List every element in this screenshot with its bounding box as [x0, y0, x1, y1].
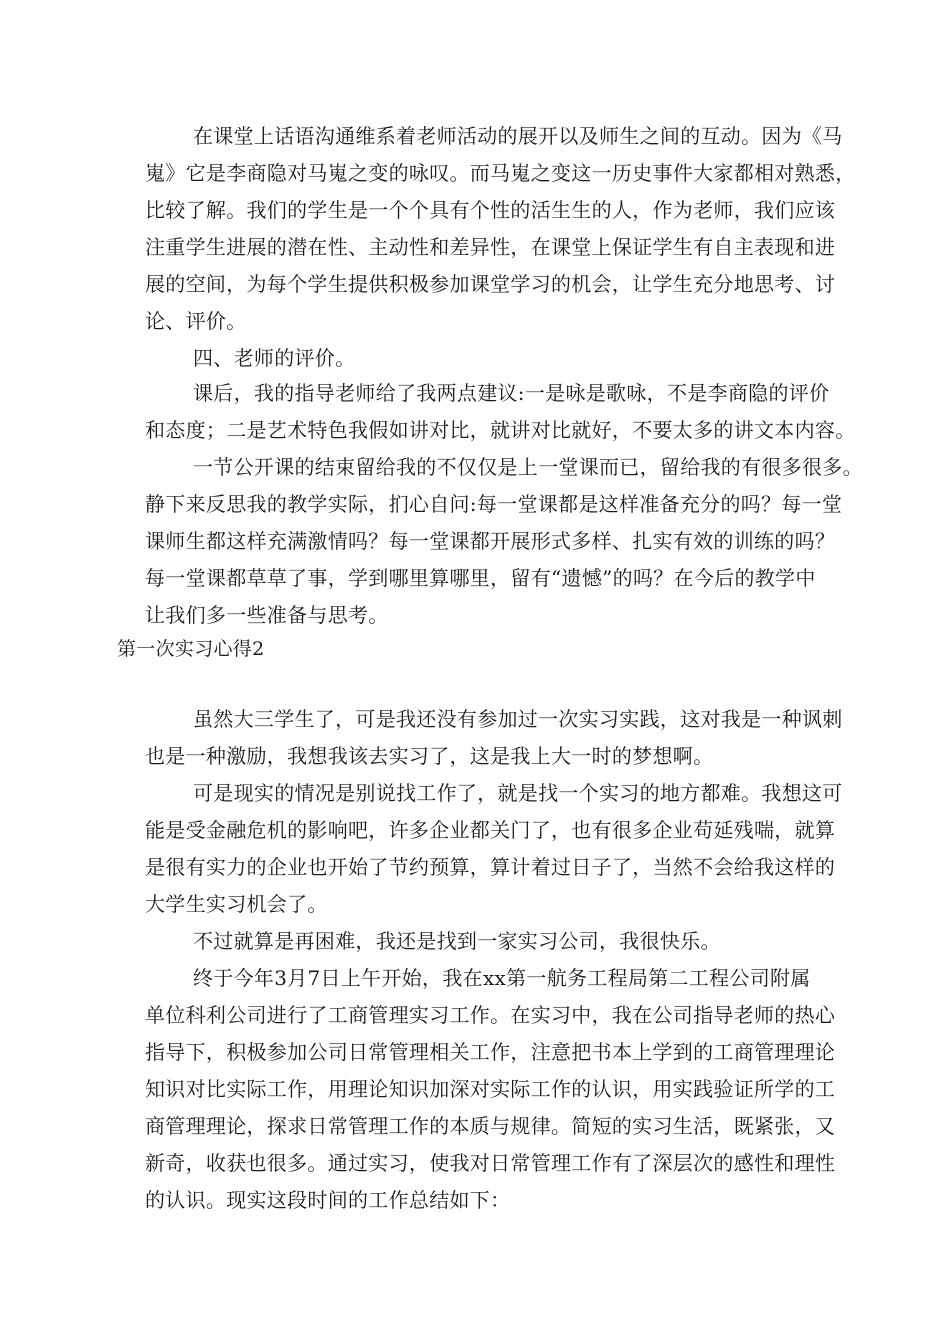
paragraph-2-line-2: 和态度；二是艺术特色我假如讲对比，就讲对比就好，不要太多的讲文本内容。: [145, 418, 856, 442]
paragraph-7-line-4: 知识对比实际工作，用理论知识加深对实际工作的认识，用实践验证所学的工: [145, 1077, 836, 1101]
paragraph-4-line-2: 也是一种激励，我想我该去实习了，这是我上大一时的梦想啊。: [145, 744, 714, 768]
paragraph-1-line-4: 注重学生进展的潜在性、主动性和差异性，在课堂上保证学生有自主表现和进: [145, 235, 836, 259]
paragraph-4-line-1: 虽然大三学生了，可是我还没有参加过一次实习实践，这对我是一种讽刺: [193, 707, 843, 731]
paragraph-1-line-3: 比较了解。我们的学生是一个个具有个性的活生生的人，作为老师，我们应该: [145, 198, 836, 222]
paragraph-1-line-2: 嵬》它是李商隐对马嵬之变的咏叹。而马嵬之变这一历史事件大家都相对熟悉，: [145, 161, 856, 185]
paragraph-7-line-6: 新奇，收获也很多。通过实习，使我对日常管理工作有了深层次的感性和理性: [145, 1151, 836, 1175]
paragraph-2-line-1: 课后，我的指导老师给了我两点建议:一是咏是歌咏，不是李商隐的评价: [193, 381, 830, 405]
paragraph-3-line-4: 每一堂课都草草了事，学到哪里算哪里，留有“遗憾”的吗？在今后的教学中: [145, 566, 816, 590]
paragraph-1-line-1: 在课堂上话语沟通维系着老师活动的展开以及师生之间的互动。因为《马: [193, 124, 843, 148]
section-4-title: 四、老师的评价。: [193, 346, 356, 370]
paragraph-5-line-3: 是很有实力的企业也开始了节约预算，算计着过日子了，当然不会给我这样的: [145, 855, 836, 879]
paragraph-6-line-1: 不过就算是再困难，我还是找到一家实习公司，我很快乐。: [193, 929, 721, 953]
article-2-title: 第一次实习心得2: [117, 638, 265, 660]
paragraph-3-line-5: 让我们多一些准备与思考。: [145, 603, 389, 627]
paragraph-7-line-2: 单位科利公司进行了工商管理实习工作。在实习中，我在公司指导老师的热心: [145, 1003, 836, 1027]
paragraph-1-line-6: 论、评价。: [145, 309, 247, 333]
paragraph-7-line-5: 商管理理论，探求日常管理工作的本质与规律。简短的实习生活，既紧张，又: [145, 1114, 836, 1138]
paragraph-7-line-7: 的认识。现实这段时间的工作总结如下：: [145, 1188, 511, 1212]
paragraph-5-line-1: 可是现实的情况是别说找工作了，就是找一个实习的地方都难。我想这可: [193, 781, 843, 805]
paragraph-1-line-5: 展的空间，为每个学生提供积极参加课堂学习的机会，让学生充分地思考、讨: [145, 272, 836, 296]
paragraph-5-line-4: 大学生实习机会了。: [145, 892, 328, 916]
paragraph-3-line-3: 课师生都这样充满激情吗？每一堂课都开展形式多样、扎实有效的训练的吗？: [145, 529, 836, 553]
paragraph-3-line-1: 一节公开课的结束留给我的不仅仅是上一堂课而已，留给我的有很多很多。: [193, 455, 863, 479]
paragraph-7-line-1: 终于今年3月7日上午开始，我在xx第一航务工程局第二工程公司附属: [193, 966, 811, 990]
paragraph-5-line-2: 能是受金融危机的影响吧，许多企业都关门了，也有很多企业苟延残喘，就算: [145, 818, 836, 842]
paragraph-7-line-3: 指导下，积极参加公司日常管理相关工作，注意把书本上学到的工商管理理论: [145, 1040, 836, 1064]
paragraph-3-line-2: 静下来反思我的教学实际，扪心自问:每一堂课都是这样准备充分的吗？每一堂: [145, 492, 843, 516]
